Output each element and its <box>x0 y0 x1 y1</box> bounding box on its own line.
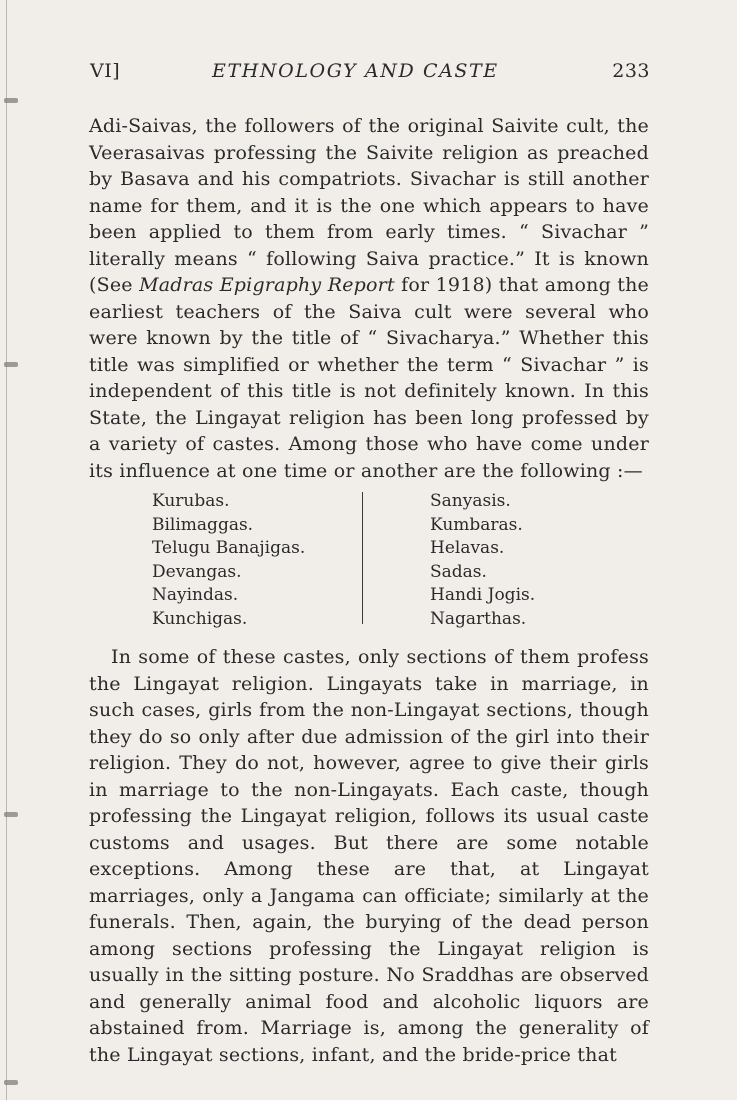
margin-mark <box>4 362 18 367</box>
caste-item: Nayindas. <box>152 585 239 605</box>
chapter-number: VI] <box>90 60 121 82</box>
caste-list-right <box>430 490 535 631</box>
running-header <box>90 60 650 86</box>
caste-list-left <box>152 490 305 631</box>
caste-item: Kurubas. <box>152 491 230 511</box>
margin-mark <box>4 98 18 103</box>
caste-item: Telugu Banajigas. <box>152 538 306 558</box>
margin-mark <box>4 1080 18 1085</box>
caste-item: Kunchigas. <box>152 608 248 629</box>
caste-item: Nagarthas. <box>430 608 527 629</box>
column-divider <box>362 492 363 624</box>
caste-item: Helavas. <box>430 538 505 558</box>
page-number: 233 <box>612 60 650 82</box>
caste-item: Handi Jogis. <box>430 585 536 605</box>
paragraph-1-text-a: Adi-Saivas, the followers of the original Saivite cult, the Veerasaivas professing the Saivite religion as preached by Basava and his compatriots. Sivachar is still another name for them, and it is the one which appears to have been applied to them from early times. “ Sivachar ” literally means “ following Saiva practice.” It is known (See <box>89 115 649 296</box>
caste-item: Sanyasis. <box>430 491 511 511</box>
running-title: ETHNOLOGY AND CASTE <box>212 60 499 82</box>
report-title: Madras Epigraphy Report <box>139 274 395 296</box>
paragraph-2: In some of these castes, only sections of them profess the Lingayat religion. Lingayats take in marriage, in such cases, girls from the non-Lingayat sections, though they do so only after due admission of the girl into their religion. They do not, however, agree to give their girls in marriage to the non-Lingayats. Each caste, though professing the Lingayat religion, follows its usual caste customs and usages. But there are some notable exceptions. Among these are that, at Lingayat marriages, only a Jangama can officiate; similarly at the funerals. Then, again, the burying of the dead person among sections professing the Lingayat religion is usually in the sitting posture. No Sraddhas are observed and generally animal food and alcoholic liquors are abstained from. Marriage is, among the generality of the Lingayat sections, infant, and the bride-price that <box>89 646 649 1066</box>
caste-list <box>152 490 572 630</box>
caste-item: Kumbaras. <box>430 514 523 535</box>
caste-item: Sadas. <box>430 561 487 582</box>
caste-item: Devangas. <box>152 561 242 582</box>
caste-item: Bilimaggas. <box>152 514 254 535</box>
paragraph-1-text-b: for 1918) that among the earliest teachers of the Saiva cult were several who were known by the title of “ Sivacharya.” Whether this title was simplified or whether the term “ Sivachar ” is independent of this title is not definitely known. In this State, the Lingayat religion has been long professed by a variety of castes. Among those who have come under its influence at one time or another are the following :— <box>89 274 649 482</box>
binding-edge <box>6 0 7 1100</box>
paragraph-1 <box>89 113 649 484</box>
margin-mark <box>4 812 18 817</box>
